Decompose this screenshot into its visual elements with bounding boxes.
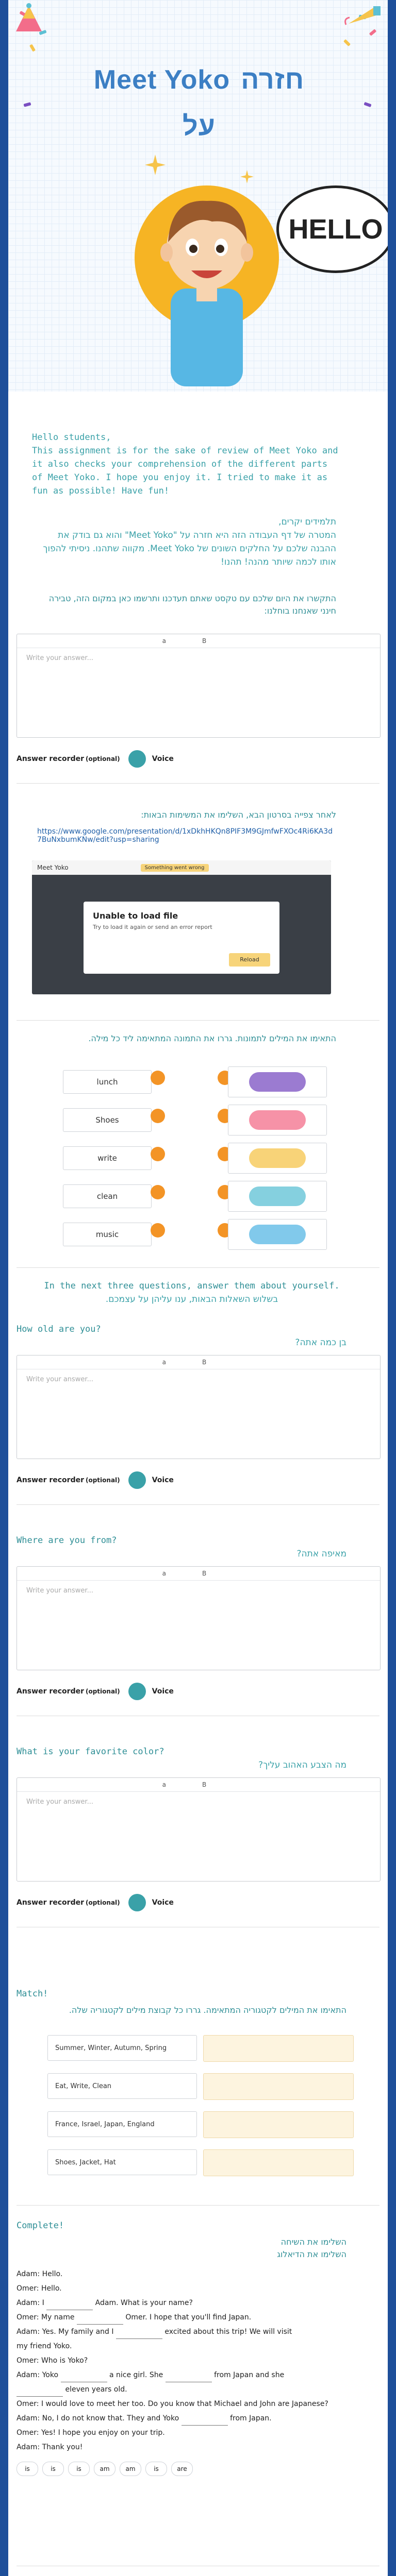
category-row [47, 2035, 354, 2061]
font-size-button[interactable]: a [162, 637, 166, 645]
category-words[interactable]: Summer, Winter, Autumn, Spring [47, 2035, 197, 2061]
answer-placeholder: Write your answer... [26, 654, 93, 662]
page-frame [8, 0, 388, 2576]
section2-instruction: לאחר צפייה בסרטון הבא, השלימו את המשימות הבאות: [141, 810, 336, 820]
category-words[interactable]: France, Israel, Japan, England [47, 2111, 197, 2137]
section1-answer-box[interactable] [16, 634, 381, 738]
dialog-line: my friend Yoko. [16, 2342, 72, 2350]
intro-body: This assignment is for the sake of review of Meet Yoko and it also checks your comprehension of the different parts of Meet Yoko. I hope you enjoy it. I tried to make it as fun as possible! Have fun! [32, 446, 338, 496]
boy-illustration [135, 170, 279, 386]
hello-speech-bubble [276, 185, 388, 273]
match-row [16, 1066, 380, 1096]
match-row [16, 1143, 380, 1173]
intro-greeting-he: תלמידים יקרים, [278, 517, 336, 527]
font-size-button[interactable]: a [162, 1359, 166, 1366]
modal-title: Unable to load file [93, 911, 178, 921]
editor-toolbar [17, 1567, 380, 1581]
category-row [47, 2149, 354, 2175]
answer-box[interactable] [16, 1777, 381, 1882]
dialog-exercise [16, 2267, 380, 2476]
picture-art [249, 1225, 306, 1244]
category-drop-zone[interactable] [203, 2111, 354, 2138]
bold-button[interactable]: B [202, 637, 207, 645]
category-drop-zone[interactable] [203, 2035, 354, 2062]
editor-toolbar [17, 1778, 380, 1792]
embed-warning-chip: Something went wrong [141, 864, 209, 872]
category-row [47, 2073, 354, 2099]
word-chip[interactable]: are [171, 2462, 193, 2476]
match-word[interactable]: clean [63, 1184, 152, 1208]
question-title-he: מאיפה אתה? [296, 1549, 346, 1559]
category-words[interactable]: Eat, Write, Clean [47, 2073, 197, 2099]
picture-art [249, 1072, 306, 1092]
question-title: How old are you? [16, 1324, 101, 1334]
dialog-line: Omer: I would love to meet her too. Do you know that Michael and John are Japanese? [16, 2400, 328, 2408]
match-row [16, 1181, 380, 1211]
category-drop-zone[interactable] [203, 2073, 354, 2100]
recorder-optional: (optional) [85, 1899, 120, 1906]
connector-dot[interactable] [151, 1147, 165, 1161]
answer-box[interactable] [16, 1355, 381, 1459]
match-word[interactable]: lunch [63, 1070, 152, 1094]
dialog-line: Omer: Who is Yoko? [16, 2357, 88, 2365]
voice-label: Voice [152, 755, 174, 763]
picture-art [249, 1110, 306, 1130]
intro-body-he: המטרה של דף העבודה הזה היא חזרה על "Meet Yoko" והוא גם בודק את ההבנה שלכם על החלקים השונים של Meet Yoko. מקווה שתהנו. ניסיתי להפוך אותו לכמה שיותר מהנה! תהנו! [43, 530, 336, 567]
word-bank [16, 2462, 380, 2476]
blank-slot[interactable] [116, 2329, 162, 2339]
recorder-optional: (optional) [85, 755, 120, 762]
dialog-line: Adam: I Adam. What is your name? [16, 2296, 380, 2310]
font-size-button[interactable]: a [162, 1781, 166, 1788]
word-chip[interactable]: is [16, 2462, 38, 2476]
match-picture[interactable] [228, 1066, 327, 1097]
dialog-line: Omer: Yes! I hope you enjoy on your trip. [16, 2429, 165, 2437]
blank-slot[interactable] [61, 2372, 107, 2382]
section4-intro: In the next three questions, answer them about yourself. [44, 1281, 340, 1291]
embed-toolbar [32, 860, 331, 875]
embed-title: Meet Yoko [37, 864, 69, 871]
connector-dot[interactable] [151, 1185, 165, 1199]
match-picture[interactable] [228, 1219, 327, 1250]
record-toggle[interactable] [128, 1471, 146, 1489]
party-hat-icon [13, 3, 50, 34]
voice-label: Voice [152, 1899, 174, 1907]
picture-art [249, 1187, 306, 1206]
answer-recorder [16, 1683, 174, 1700]
category-words[interactable]: Shoes, Jacket, Hat [47, 2149, 197, 2175]
section5-title: Match! [16, 1989, 48, 1999]
blank-slot[interactable] [182, 2416, 228, 2426]
error-modal [84, 902, 279, 974]
match-picture[interactable] [228, 1143, 327, 1174]
hello-text: HELLO [288, 214, 383, 245]
recorder-label: Answer recorder [16, 1687, 84, 1696]
word-chip[interactable]: am [94, 2462, 116, 2476]
question-title-he: מה הצבע האהוב עליך? [258, 1760, 346, 1770]
dialog-line: Adam: Thank you! [16, 2443, 83, 2451]
question-title: What is your favorite color? [16, 1747, 164, 1757]
match-word[interactable]: music [63, 1223, 152, 1246]
confetti [369, 29, 377, 36]
recorder-label: Answer recorder [16, 1899, 84, 1907]
intro-english [32, 431, 341, 498]
bold-button[interactable]: B [202, 1359, 207, 1366]
blank-slot[interactable] [46, 2300, 93, 2310]
dialog-line: Adam: Yoko a nice girl. She from Japan and she [16, 2368, 380, 2382]
word-chip[interactable]: is [145, 2462, 167, 2476]
section4-intro-he: בשלוש השאלות הבאות, ענו עליהן על עצמכם. [105, 1294, 278, 1304]
match-row [16, 1219, 380, 1249]
recorder-label: Answer recorder [16, 755, 84, 763]
bold-button[interactable]: B [202, 1570, 207, 1577]
dialog-line: Adam: Yes. My family and I excited about this trip! We will visit [16, 2325, 380, 2339]
answer-placeholder: Write your answer... [26, 1587, 93, 1595]
answer-placeholder: Write your answer... [26, 1376, 93, 1383]
dialog-line: eleven years old. [16, 2382, 380, 2397]
answer-recorder-1 [16, 750, 174, 768]
section3-instruction: התאימו את המילים לתמונות. גררו את התמונה המתאימה ליד כל מילה. [88, 1033, 336, 1043]
intro-greeting: Hello students, [32, 432, 111, 443]
match-word[interactable]: write [63, 1146, 152, 1170]
recorder-optional: (optional) [85, 1688, 120, 1695]
recorder-label: Answer recorder [16, 1476, 84, 1484]
title-he: חזרה על [183, 65, 305, 141]
dialog-line: Adam: No, I do not know that. They and Yoko from Japan. [16, 2411, 380, 2426]
question-title: Where are you from? [16, 1535, 117, 1546]
connector-dot[interactable] [151, 1109, 165, 1123]
voice-label: Voice [152, 1476, 174, 1484]
picture-art [249, 1148, 306, 1168]
divider [16, 1267, 380, 1268]
page-title [86, 57, 312, 141]
word-chip[interactable]: is [42, 2462, 64, 2476]
dialog-line: Omer: Hello. [16, 2284, 62, 2293]
modal-body: Try to load it again or send an error report [93, 924, 212, 930]
recorder-optional: (optional) [85, 1477, 120, 1484]
record-toggle[interactable] [128, 1894, 146, 1911]
font-size-button[interactable]: a [162, 1570, 166, 1577]
blank-slot[interactable] [166, 2372, 212, 2382]
bold-button[interactable]: B [202, 1781, 207, 1788]
confetti [29, 44, 36, 52]
match-word[interactable]: Shoes [63, 1108, 152, 1132]
word-chip[interactable]: is [68, 2462, 90, 2476]
embedded-presentation[interactable] [32, 860, 331, 994]
section1-instruction: התקשרו את היום שלכם עם טקסט שאתם תעדכנו ותרשמו כאן במקום הזה, טבירה חינני שאנחנו בוחלנו: [48, 594, 336, 616]
reload-button[interactable]: Reload [229, 953, 270, 967]
category-row [47, 2111, 354, 2137]
divider [16, 2205, 380, 2206]
confetti [364, 102, 371, 107]
blank-slot[interactable] [16, 2387, 63, 2397]
title-en: Meet Yoko [93, 65, 230, 95]
connector-dot[interactable] [151, 1223, 165, 1238]
record-toggle[interactable] [128, 750, 146, 768]
match-picture[interactable] [228, 1105, 327, 1136]
word-chip[interactable]: am [120, 2462, 141, 2476]
connector-dot[interactable] [151, 1071, 165, 1085]
divider [16, 783, 380, 784]
intro-hebrew [37, 515, 336, 569]
editor-toolbar [17, 634, 380, 648]
section6-instruction: השלימו את השיחה [280, 2237, 346, 2247]
editor-toolbar [17, 1355, 380, 1369]
section6-title: Complete! [16, 2221, 64, 2231]
divider [16, 1504, 380, 1505]
match-picture[interactable] [228, 1181, 327, 1212]
question-title-he: בן כמה אתה? [295, 1337, 346, 1348]
blank-slot[interactable] [77, 2315, 123, 2325]
section5-instruction: התאימו את המילים לקטגוריה המתאימה. גררו כל קבוצת מילים לקטגוריה שלה. [69, 2005, 346, 2015]
answer-placeholder: Write your answer... [26, 1798, 93, 1806]
dialog-line: Adam: Hello. [16, 2270, 63, 2278]
record-toggle[interactable] [128, 1683, 146, 1700]
category-drop-zone[interactable] [203, 2149, 354, 2176]
answer-recorder [16, 1471, 174, 1489]
dialog-line: Omer: My name Omer. I hope that you'll find Japan. [16, 2310, 380, 2325]
voice-label: Voice [152, 1687, 174, 1696]
header-banner [8, 0, 388, 392]
party-horn-icon [343, 3, 385, 29]
presentation-link[interactable]: https://www.google.com/presentation/d/1xDkhHKQn8PIF3M9GJmfwFXOc4Ri6KA3d7BuNxbumKNw/edit?usp=sharing [37, 827, 333, 844]
answer-recorder [16, 1894, 174, 1911]
answer-box[interactable] [16, 1566, 381, 1670]
match-row [16, 1105, 380, 1134]
divider [16, 1020, 380, 1021]
confetti [343, 39, 351, 46]
section6-instruction-2: השלימו את הדיאלוג [277, 2249, 346, 2259]
confetti [23, 102, 31, 107]
